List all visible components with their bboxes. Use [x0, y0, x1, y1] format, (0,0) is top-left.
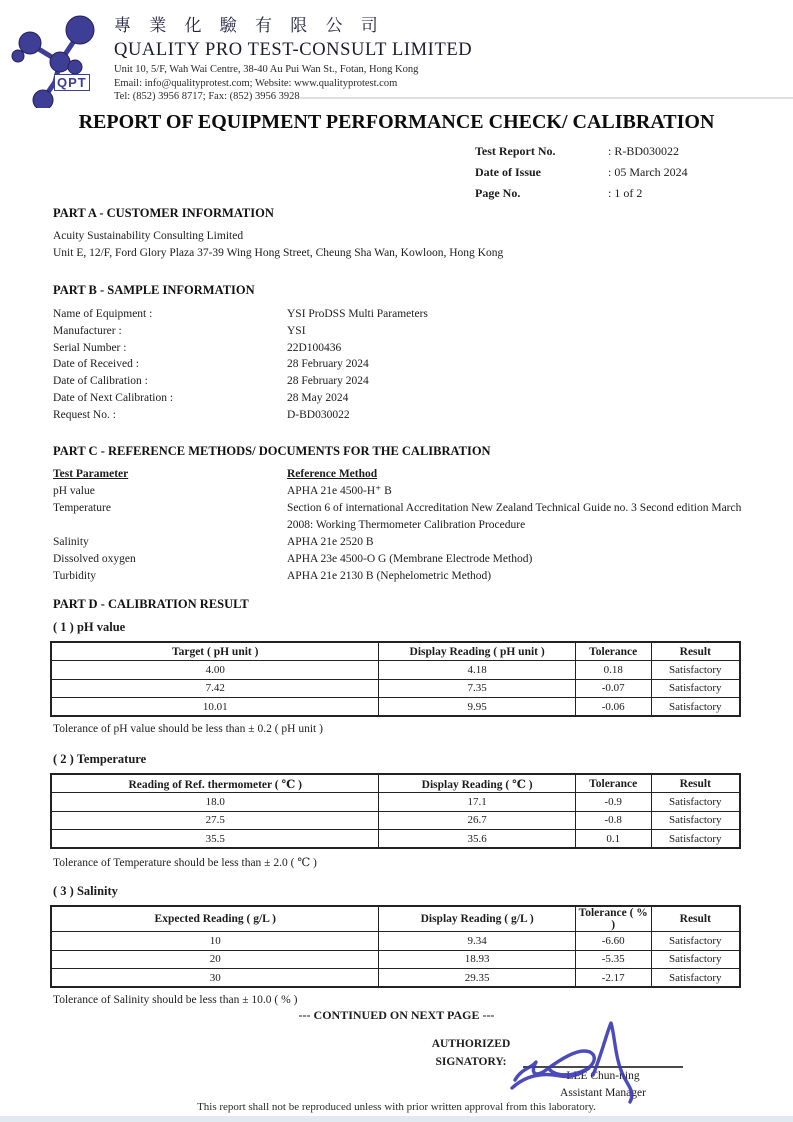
temp-col-display: Display Reading ( ℃ )	[379, 774, 575, 793]
page-no-label: Page No.	[475, 186, 521, 200]
customer-name: Acuity Sustainability Consulting Limited	[53, 230, 244, 242]
manufacturer-label: Manufacturer :	[53, 324, 122, 337]
cell: 18.0	[51, 793, 379, 812]
param-turbidity: Turbidity	[53, 570, 97, 582]
cell: 0.18	[575, 661, 651, 680]
cell: 35.5	[51, 830, 379, 849]
method-dissolved-oxygen: APHA 23e 4500-O G (Membrane Electrode Method)	[287, 553, 533, 565]
sample-info-row	[53, 306, 743, 323]
temperature-section-label: ( 2 ) Temperature	[53, 752, 147, 766]
cell: 7.42	[51, 679, 379, 698]
scan-artifact	[300, 97, 793, 99]
method-temperature: Section 6 of international Accreditation New Zealand Technical Guide no. 3 Second edition March 2008: Working Thermometer Calibration Procedure	[287, 502, 742, 531]
part-a-heading: PART A - CUSTOMER INFORMATION	[53, 206, 274, 220]
sal-col-display: Display Reading ( g/L )	[379, 906, 575, 932]
reference-method-header-row	[53, 466, 753, 483]
cell: 29.35	[379, 969, 575, 988]
sample-info-row	[53, 340, 743, 357]
cell: Satisfactory	[651, 969, 740, 988]
table-row	[51, 793, 740, 812]
cell: Satisfactory	[651, 661, 740, 680]
temperature-calibration-section	[50, 752, 741, 869]
temperature-result-table	[50, 773, 741, 849]
part-c-section	[53, 444, 753, 585]
equipment-name-label: Name of Equipment :	[53, 308, 153, 320]
param-dissolved-oxygen: Dissolved oxygen	[53, 553, 136, 565]
cell: 0.1	[575, 830, 651, 849]
cell: 10.01	[51, 698, 379, 717]
company-email-website: Email: info@qualityprotest.com; Website: www.qualityprotest.com	[114, 77, 398, 89]
cell: -0.9	[575, 793, 651, 812]
table-row	[51, 698, 740, 717]
sal-col-result: Result	[651, 906, 740, 932]
footer-disclaimer: This report shall not be reproduced unless with prior written approval from this laboratory.	[197, 1101, 596, 1113]
cell: 35.6	[379, 830, 575, 849]
molecule-logo-icon	[8, 12, 108, 108]
sample-info-row	[53, 323, 743, 340]
reference-method-row	[53, 483, 753, 500]
cell: Satisfactory	[651, 679, 740, 698]
company-address: Unit 10, 5/F, Wah Wai Centre, 38-40 Au Pui Wan St., Fotan, Hong Kong	[114, 64, 419, 75]
test-report-no-label: Test Report No.	[475, 144, 556, 158]
date-received-label: Date of Received :	[53, 358, 139, 371]
temp-col-result: Result	[651, 774, 740, 793]
cell: 4.00	[51, 661, 379, 680]
table-row	[51, 969, 740, 988]
temperature-tolerance-note: Tolerance of Temperature should be less than ± 2.0 ( ℃ )	[53, 857, 317, 870]
cell: 4.18	[379, 661, 575, 680]
report-info-block	[475, 141, 775, 204]
manufacturer-value: YSI	[287, 324, 306, 337]
request-no-label: Request No. :	[53, 408, 116, 421]
cell: -0.06	[575, 698, 651, 717]
cell: Satisfactory	[651, 830, 740, 849]
part-b-section	[53, 283, 743, 424]
ph-col-result: Result	[651, 642, 740, 661]
signatory-title: Assistant Manager	[560, 1087, 646, 1099]
cell: -0.07	[575, 679, 651, 698]
cell: -6.60	[575, 932, 651, 951]
ph-result-table	[50, 641, 741, 717]
test-report-no-value: : R-BD030022	[608, 144, 680, 158]
company-logo	[8, 12, 108, 108]
cell: Satisfactory	[651, 793, 740, 812]
table-header-row	[51, 642, 740, 661]
report-info-row	[475, 162, 775, 183]
sal-col-tolerance: Tolerance ( % )	[575, 906, 651, 932]
salinity-result-table	[50, 905, 741, 988]
authorized-signatory-label	[430, 1035, 512, 1071]
company-name-chinese: 專 業 化 驗 有 限 公 司	[114, 16, 385, 35]
method-ph: APHA 21e 4500-H⁺ B	[287, 485, 392, 497]
company-tel-fax: Tel: (852) 3956 8717; Fax: (852) 3956 3928	[114, 91, 300, 102]
part-b-heading: PART B - SAMPLE INFORMATION	[53, 283, 255, 297]
sample-info-row	[53, 407, 743, 424]
reference-method-row	[53, 551, 753, 568]
reference-method-row	[53, 500, 753, 534]
cell: -5.35	[575, 950, 651, 969]
serial-number-label: Serial Number :	[53, 341, 127, 354]
cell: Satisfactory	[651, 950, 740, 969]
cell: 10	[51, 932, 379, 951]
sample-info-row	[53, 390, 743, 407]
report-info-row	[475, 141, 775, 162]
cell: 9.95	[379, 698, 575, 717]
ph-tolerance-note: Tolerance of pH value should be less than ± 0.2 ( pH unit )	[53, 723, 323, 736]
param-ph: pH value	[53, 485, 95, 497]
table-row	[51, 950, 740, 969]
method-salinity: APHA 21e 2520 B	[287, 536, 374, 548]
cell: 20	[51, 950, 379, 969]
reference-method-row	[53, 568, 753, 585]
signatory-name: LEE Chun-ning	[566, 1070, 640, 1082]
date-calibration-label: Date of Calibration :	[53, 375, 148, 388]
salinity-section-label: ( 3 ) Salinity	[53, 884, 118, 898]
serial-number-value: 22D100436	[287, 341, 342, 354]
date-next-calibration-label: Date of Next Calibration :	[53, 391, 174, 404]
sample-info-row	[53, 356, 743, 373]
continued-on-next-page: --- CONTINUED ON NEXT PAGE ---	[298, 1008, 495, 1022]
cell: 26.7	[379, 811, 575, 830]
company-header	[114, 14, 674, 104]
date-calibration-value: 28 February 2024	[287, 375, 369, 388]
method-turbidity: APHA 21e 2130 B (Nephelometric Method)	[287, 570, 492, 582]
reference-method-row	[53, 534, 753, 551]
customer-address: Unit E, 12/F, Ford Glory Plaza 37-39 Wing Hong Street, Cheung Sha Wan, Kowloon, Hong Kong	[53, 247, 504, 259]
cell: 7.35	[379, 679, 575, 698]
part-c-heading: PART C - REFERENCE METHODS/ DOCUMENTS FOR THE CALIBRATION	[53, 444, 491, 458]
document-title: REPORT OF EQUIPMENT PERFORMANCE CHECK/ CALIBRATION	[78, 111, 715, 133]
date-next-calibration-value: 28 May 2024	[287, 391, 349, 404]
param-salinity: Salinity	[53, 536, 89, 548]
date-of-issue-value: : 05 March 2024	[608, 165, 688, 179]
date-of-issue-label: Date of Issue	[475, 165, 541, 179]
cell: -2.17	[575, 969, 651, 988]
salinity-tolerance-note: Tolerance of Salinity should be less than ± 10.0 ( % )	[53, 994, 298, 1007]
ph-section-label: ( 1 ) pH value	[53, 620, 126, 634]
cell: 30	[51, 969, 379, 988]
scan-edge-strip	[0, 1116, 793, 1122]
company-name-english: QUALITY PRO TEST-CONSULT LIMITED	[114, 40, 473, 60]
handwritten-signature	[505, 1018, 695, 1108]
test-parameter-header: Test Parameter	[53, 468, 129, 480]
date-received-value: 28 February 2024	[287, 358, 369, 371]
reference-method-header: Reference Method	[287, 468, 378, 480]
param-temperature: Temperature	[53, 502, 111, 514]
salinity-calibration-section	[50, 884, 741, 1006]
part-d-heading: PART D - CALIBRATION RESULT	[53, 597, 249, 611]
request-no-value: D-BD030022	[287, 408, 350, 421]
cell: Satisfactory	[651, 698, 740, 717]
sample-info-row	[53, 373, 743, 390]
equipment-name-value: YSI ProDSS Multi Parameters	[287, 308, 428, 320]
cell: Satisfactory	[651, 811, 740, 830]
ph-col-tolerance: Tolerance	[575, 642, 651, 661]
ph-calibration-section	[50, 620, 741, 735]
sal-col-expected: Expected Reading ( g/L )	[51, 906, 379, 932]
table-row	[51, 679, 740, 698]
table-row	[51, 932, 740, 951]
part-a-section	[53, 206, 743, 262]
ph-col-target: Target ( pH unit )	[51, 642, 379, 661]
cell: 18.93	[379, 950, 575, 969]
cell: 27.5	[51, 811, 379, 830]
cell: Satisfactory	[651, 932, 740, 951]
temp-col-reference: Reading of Ref. thermometer ( ℃ )	[51, 774, 379, 793]
cell: -0.8	[575, 811, 651, 830]
authorized-label-line1: AUTHORIZED	[431, 1038, 511, 1050]
temp-col-tolerance: Tolerance	[575, 774, 651, 793]
page-no-value: : 1 of 2	[608, 186, 643, 200]
table-header-row	[51, 774, 740, 793]
cell: 9.34	[379, 932, 575, 951]
table-row	[51, 811, 740, 830]
table-row	[51, 830, 740, 849]
report-info-row	[475, 183, 775, 204]
logo-qpt-text: QPT	[54, 74, 90, 91]
table-row	[51, 661, 740, 680]
authorized-label-line2: SIGNATORY:	[435, 1056, 507, 1068]
ph-col-display: Display Reading ( pH unit )	[379, 642, 575, 661]
cell: 17.1	[379, 793, 575, 812]
table-header-row	[51, 906, 740, 932]
